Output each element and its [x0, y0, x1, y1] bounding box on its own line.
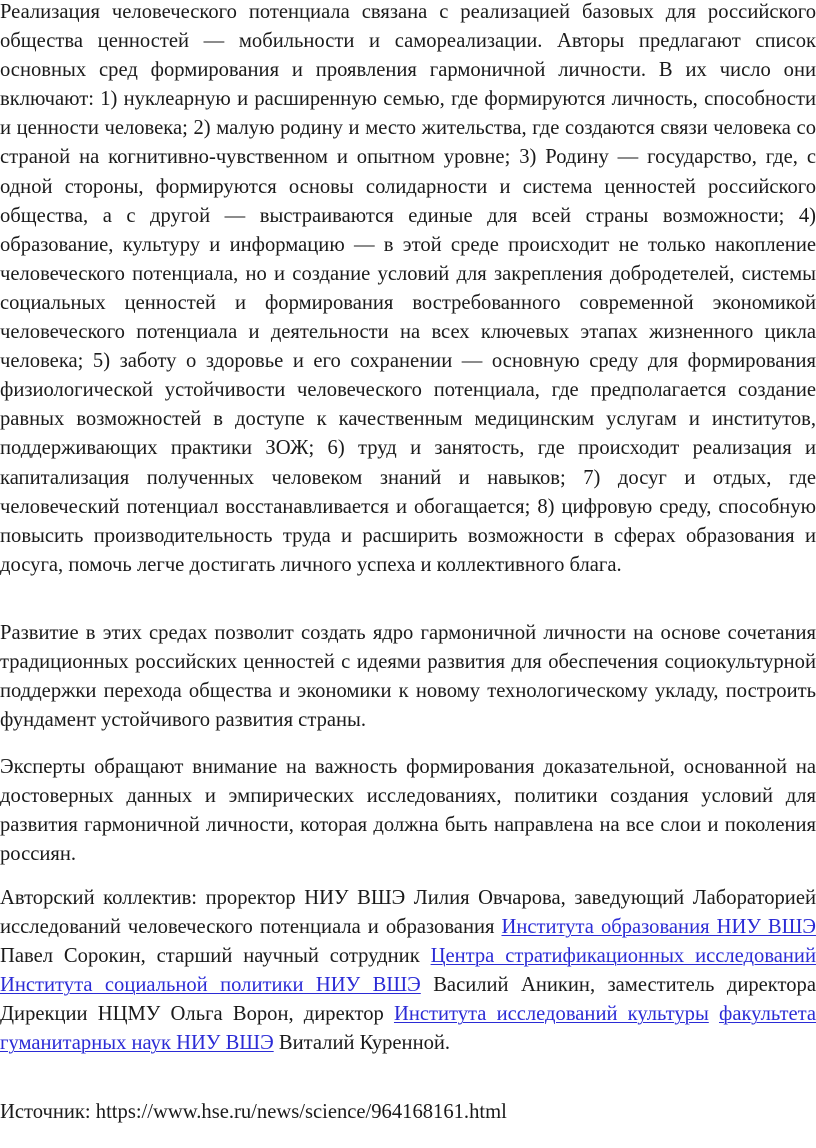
paragraph-authors	[0, 884, 816, 1059]
paragraph-experts: Эксперты обращают внимание на важность формирования доказательной, основанной на достоверных данных и эмпирических исследованиях, политики создания условий для развития гармоничной личности, которая должна быть направлена на все слои и поколения россиян.	[0, 756, 816, 866]
paragraph-development: Развитие в этих средах позволит создать ядро гармоничной личности на основе сочетания традиционных российских ценностей с идеями развития для обеспечения социокультурной поддержки перехода общества и экономики к новому технологическому укладу, построить фундамент устойчивого развития страны.	[0, 622, 816, 732]
source-line: Источник: https://www.hse.ru/news/science/964168161.html	[0, 1101, 507, 1123]
authors-text-1: Авторский коллектив: проректор НИУ ВШЭ Лилия Овчарова, заведующий Лабораторией исследований человеческого потенциала и образования	[0, 887, 816, 939]
authors-text-5	[709, 1003, 719, 1025]
link-stratification-research-center[interactable]: Центра стратификационных исследований	[430, 945, 816, 968]
authors-text-4: Василий Аникин, заместитель директора Дирекции НЦМУ Ольга Ворон, директор	[0, 974, 816, 1026]
link-culture-research-institute[interactable]: Института исследований культуры	[393, 1003, 709, 1026]
authors-text-2: Павел Сорокин, старший научный сотрудник	[0, 945, 431, 968]
link-institute-of-education[interactable]: Института образования НИУ ВШЭ	[501, 916, 816, 939]
link-social-policy-institute[interactable]: Института социальной политики НИУ ВШЭ	[0, 974, 421, 997]
authors-text-6: Виталий Куренной.	[273, 1032, 451, 1055]
paragraph-environments: Реализация человеческого потенциала связана с реализацией базовых для российского общества ценностей — мобильности и самореализации. Авторы предлагают список основных сред формирования и проявления гармоничной личности. В их число они включают: 1) нуклеарную и расширенную семью, где формируются личность, способности и ценности человека; 2) малую родину и место жительства, где создаются связи человека со страной на когнитивно-чувственном и опытном уровне; 3) Родину — государство, где, с одной стороны, формируются основы солидарности и система ценностей российского общества, а с другой — выстраиваются единые для всей страны возможности; 4) образование, культуру и информацию — в этой среде происходит не только накопление человеческого потенциала, но и создание условий для закрепления добродетелей, системы социальных ценностей и формирования востребованного современной экономикой человеческого потенциала и деятельности на всех ключевых этапах жизненного цикла человека; 5) заботу о здоровье и его сохранении — основную среду для формирования физиологической устойчивости человеческого потенциала, где предполагается создание равных возможностей в доступе к качественным медицинским услугам и институтов, поддерживающих практики ЗОЖ; 6) труд и занятость, где происходит реализация и капитализация полученных человеком знаний и навыков; 7) досуг и отдых, где человеческий потенциал восстанавливается и обогащается; 8) цифровую среду, способную повысить производительность труда и расширить возможности в сферах образования и досуга, помочь легче достигать личного успеха и коллективного блага.	[0, 1, 816, 576]
link-humanities-faculty[interactable]: факультета гуманитарных наук НИУ ВШЭ	[0, 1003, 816, 1055]
